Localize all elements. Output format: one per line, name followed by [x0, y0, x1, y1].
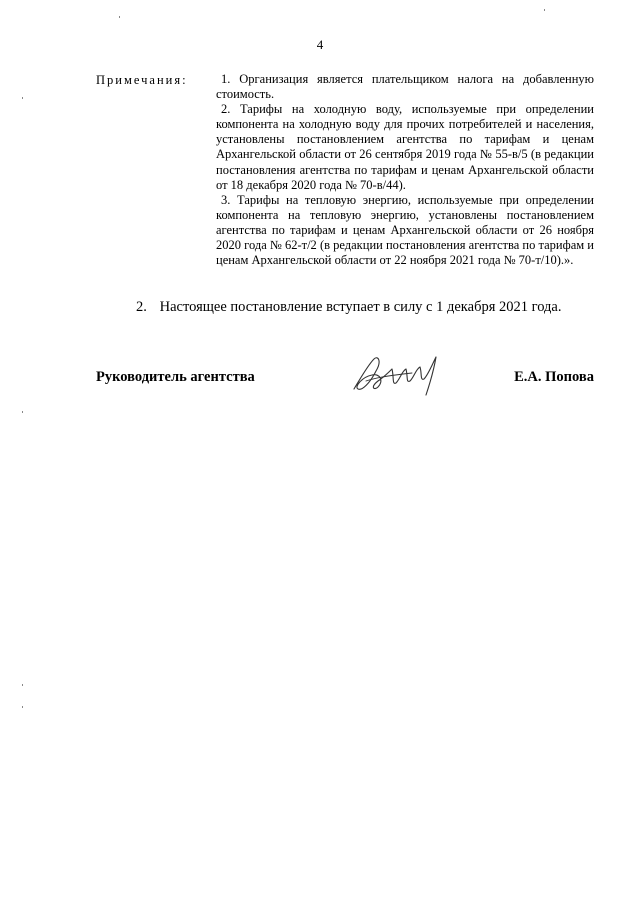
scan-speck	[22, 97, 23, 99]
decree-item	[136, 299, 606, 316]
page-number: 4	[316, 37, 324, 52]
scan-speck	[22, 411, 23, 413]
note-item: 1. Организация является плательщиком налога на добавленную стоимость.	[216, 72, 594, 102]
scan-speck	[119, 16, 120, 18]
note-item: 2. Тарифы на холодную воду, используемые при определении компонента на холодную воду для прочих потребителей и населения, установлены постановлением агентства по тарифам и ценам Архангельской области от 26 сентября 2019 года № 55-в/5 (в редакции постановления агентства по тарифам и ценам Архангельской области от 18 декабря 2020 года № 70-в/44).	[216, 102, 594, 192]
handwritten-signature	[348, 351, 448, 401]
note-item: 3. Тарифы на тепловую энергию, используемые при определении компонента на тепловую энергию, установлены постановлением агентства по тарифам и ценам Архангельской области от 26 ноября 2020 года № 62-т/2 (в редакции постановления агентства по тарифам и ценам Архангельской области от 22 ноября 2021 года № 70-т/10).».	[216, 192, 594, 268]
decree-item-number: 2.	[136, 299, 147, 315]
scan-speck	[544, 9, 545, 11]
signatory-name: Е.А. Попова	[514, 369, 594, 385]
scan-speck	[22, 706, 23, 708]
signatory-title: Руководитель агентства	[96, 369, 255, 385]
notes-list	[216, 72, 594, 268]
decree-item-text: Настоящее постановление вступает в силу с 1 декабря 2021 года.	[159, 299, 562, 315]
scan-speck	[22, 684, 23, 686]
signature-block	[96, 365, 594, 405]
notes-label: Примечания:	[96, 73, 188, 87]
